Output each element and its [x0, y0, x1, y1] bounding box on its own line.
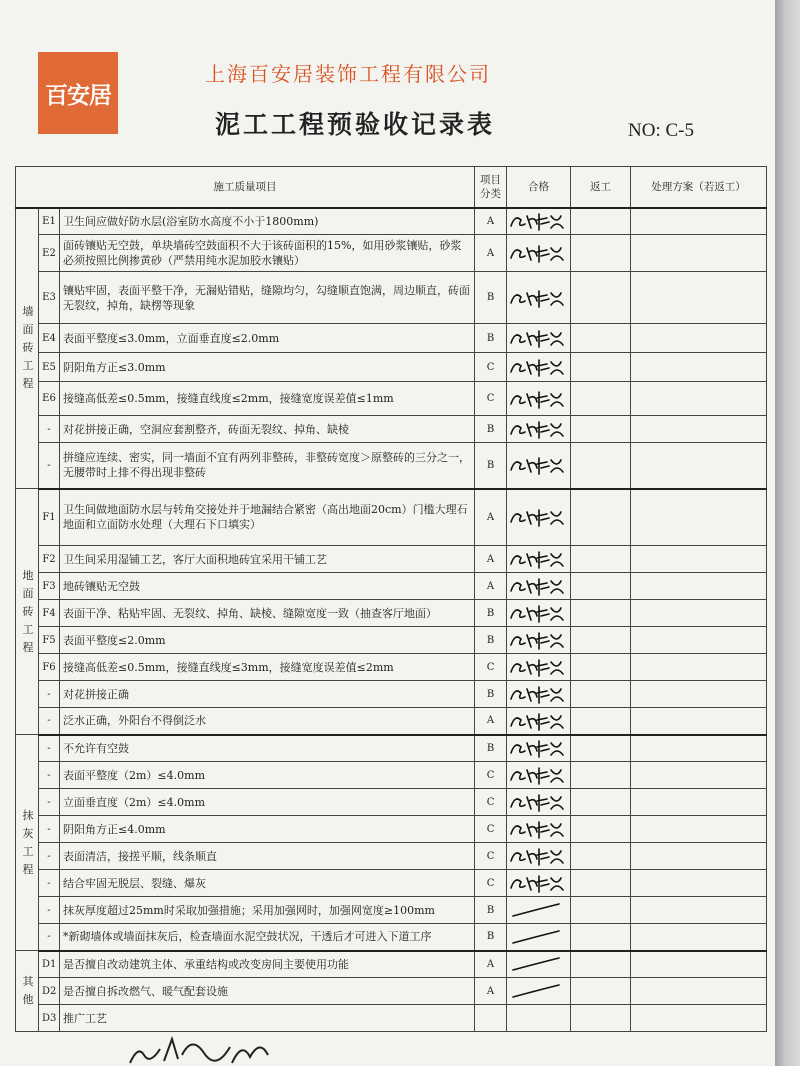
item-code: -: [39, 443, 60, 489]
acceptance-table: [15, 166, 767, 1032]
pass-cell: [507, 353, 571, 382]
item-category: [475, 1005, 507, 1032]
rework-cell: [571, 681, 631, 708]
rework-cell: [571, 843, 631, 870]
section-name: 抹灰工程: [22, 808, 34, 876]
table-row: [16, 324, 767, 353]
resolution-cell: [631, 1005, 767, 1032]
item-text: 卫生间做地面防水层与转角交接处并于地漏结合紧密（高出地面20cm）门槛大理石地面和立面防水处理（大理石下口填实）: [60, 489, 475, 546]
item-category: B: [475, 443, 507, 489]
resolution-cell: [631, 654, 767, 681]
item-text: 面砖镶贴无空鼓，单块墙砖空鼓面积不大于该砖面积的15%，如用砂浆镶贴，砂浆必须按照比例掺黄砂（严禁用纯水泥加胶水镶贴）: [60, 235, 475, 272]
item-category: A: [475, 708, 507, 735]
pass-cell: [507, 681, 571, 708]
pass-cell: [507, 843, 571, 870]
pass-handwriting: [507, 418, 565, 440]
pass-handwriting: [507, 548, 565, 570]
dash-mark: [507, 981, 565, 1001]
item-category: C: [475, 762, 507, 789]
col-pass: 合格: [507, 167, 571, 208]
header-row: [16, 167, 767, 208]
pass-cell: [507, 208, 571, 235]
resolution-cell: [631, 816, 767, 843]
pass-handwriting: [507, 575, 565, 597]
company-logo: [38, 52, 118, 134]
item-code: -: [39, 843, 60, 870]
rework-cell: [571, 416, 631, 443]
table-row: [16, 681, 767, 708]
table-row: [16, 416, 767, 443]
company-name: 上海百安居装饰工程有限公司: [205, 62, 491, 86]
item-code: -: [39, 870, 60, 897]
table-row: [16, 208, 767, 235]
item-category: A: [475, 235, 507, 272]
rework-cell: [571, 573, 631, 600]
rework-cell: [571, 816, 631, 843]
item-category: A: [475, 489, 507, 546]
table-row: [16, 735, 767, 762]
item-category: C: [475, 654, 507, 681]
resolution-cell: [631, 762, 767, 789]
section-name: 地面砖工程: [22, 568, 34, 654]
item-code: E1: [39, 208, 60, 235]
pass-handwriting: [507, 737, 565, 759]
pass-handwriting: [507, 327, 565, 349]
item-text: 拼缝应连续、密实，同一墙面不宜有两列非整砖，非整砖宽度＞原整砖的三分之一，无腰带时上排不得出现非整砖: [60, 443, 475, 489]
item-text: 卫生间采用湿铺工艺，客厅大面积地砖宜采用干铺工艺: [60, 546, 475, 573]
section-label: [16, 951, 39, 1032]
resolution-cell: [631, 600, 767, 627]
pass-cell: [507, 600, 571, 627]
resolution-cell: [631, 708, 767, 735]
pass-cell: [507, 762, 571, 789]
item-text: 卫生间应做好防水层(浴室防水高度不小于1800mm): [60, 208, 475, 235]
table-row: [16, 870, 767, 897]
pass-cell: [507, 708, 571, 735]
item-category: A: [475, 978, 507, 1005]
item-code: D1: [39, 951, 60, 978]
page-edge: [775, 0, 800, 1066]
item-code: F6: [39, 654, 60, 681]
rework-cell: [571, 208, 631, 235]
pass-handwriting: [507, 791, 565, 813]
col-category: 项目分类: [475, 167, 507, 208]
item-text: 结合牢固无脱层、裂缝、爆灰: [60, 870, 475, 897]
resolution-cell: [631, 681, 767, 708]
item-text: 表面平整度（2m）≤4.0mm: [60, 762, 475, 789]
pass-handwriting: [507, 872, 565, 894]
table-row: [16, 443, 767, 489]
resolution-cell: [631, 489, 767, 546]
table-row: [16, 708, 767, 735]
dash-mark: [507, 927, 565, 947]
pass-handwriting: [507, 818, 565, 840]
item-code: D3: [39, 1005, 60, 1032]
pass-handwriting: [507, 710, 565, 732]
pass-cell: [507, 1005, 571, 1032]
item-code: -: [39, 789, 60, 816]
item-code: -: [39, 735, 60, 762]
table-row: [16, 789, 767, 816]
item-category: C: [475, 843, 507, 870]
item-text: 地砖镶贴无空鼓: [60, 573, 475, 600]
item-category: C: [475, 382, 507, 416]
item-code: F4: [39, 600, 60, 627]
section-label: [16, 735, 39, 951]
rework-cell: [571, 762, 631, 789]
col-quality-item: 施工质量项目: [16, 167, 475, 208]
pass-cell: [507, 272, 571, 324]
pass-handwriting: [507, 356, 565, 378]
pass-cell: [507, 978, 571, 1005]
item-text: 接缝高低差≤0.5mm，接缝直线度≤2mm，接缝宽度误差值≤1mm: [60, 382, 475, 416]
dash-mark: [507, 954, 565, 974]
pass-cell: [507, 924, 571, 951]
resolution-cell: [631, 573, 767, 600]
rework-cell: [571, 870, 631, 897]
item-category: C: [475, 789, 507, 816]
inspector-signature: [120, 1025, 280, 1065]
pass-cell: [507, 870, 571, 897]
table-row: [16, 978, 767, 1005]
table-row: [16, 627, 767, 654]
item-category: B: [475, 272, 507, 324]
resolution-cell: [631, 546, 767, 573]
table-row: [16, 546, 767, 573]
item-text: 抹灰厚度超过25mm时采取加强措施；采用加强网时，加强网宽度≥100mm: [60, 897, 475, 924]
pass-cell: [507, 489, 571, 546]
item-text: 镶贴牢固，表面平整干净，无漏贴错贴，缝隙均匀，勾缝顺直饱满，周边顺直，砖面无裂纹，掉角，缺楞等现象: [60, 272, 475, 324]
item-category: A: [475, 546, 507, 573]
item-category: C: [475, 870, 507, 897]
item-text: 阴阳角方正≤4.0mm: [60, 816, 475, 843]
item-code: F5: [39, 627, 60, 654]
pass-cell: [507, 546, 571, 573]
item-code: -: [39, 681, 60, 708]
pass-handwriting: [507, 388, 565, 410]
item-code: E2: [39, 235, 60, 272]
table-row: [16, 924, 767, 951]
rework-cell: [571, 1005, 631, 1032]
pass-cell: [507, 235, 571, 272]
item-code: -: [39, 897, 60, 924]
pass-handwriting: [507, 629, 565, 651]
pass-cell: [507, 654, 571, 681]
item-text: 泛水正确，外阳台不得倒泛水: [60, 708, 475, 735]
section-label: [16, 489, 39, 735]
section-name: 墙面砖工程: [22, 305, 34, 391]
rework-cell: [571, 708, 631, 735]
resolution-cell: [631, 208, 767, 235]
item-category: B: [475, 324, 507, 353]
item-text: 对花拼接正确，空洞应套割整齐，砖面无裂纹、掉角、缺棱: [60, 416, 475, 443]
item-category: A: [475, 208, 507, 235]
item-category: C: [475, 816, 507, 843]
resolution-cell: [631, 870, 767, 897]
pass-cell: [507, 897, 571, 924]
dash-mark: [507, 900, 565, 920]
resolution-cell: [631, 897, 767, 924]
pass-handwriting: [507, 454, 565, 476]
rework-cell: [571, 789, 631, 816]
rework-cell: [571, 489, 631, 546]
pass-handwriting: [507, 683, 565, 705]
resolution-cell: [631, 978, 767, 1005]
resolution-cell: [631, 324, 767, 353]
item-text: 是否擅自改动建筑主体、承重结构或改变房间主要使用功能: [60, 951, 475, 978]
resolution-cell: [631, 627, 767, 654]
item-code: -: [39, 924, 60, 951]
col-rework: 返工: [571, 167, 631, 208]
table-row: [16, 489, 767, 546]
item-code: -: [39, 816, 60, 843]
resolution-cell: [631, 272, 767, 324]
item-code: -: [39, 762, 60, 789]
item-code: -: [39, 416, 60, 443]
resolution-cell: [631, 235, 767, 272]
item-category: B: [475, 681, 507, 708]
item-text: 表面干净、粘贴牢固、无裂纹、掉角、缺棱、缝隙宽度一致（抽查客厅地面）: [60, 600, 475, 627]
item-text: 对花拼接正确: [60, 681, 475, 708]
item-text: 表面平整度≤2.0mm: [60, 627, 475, 654]
rework-cell: [571, 546, 631, 573]
pass-handwriting: [507, 287, 565, 309]
item-category: B: [475, 924, 507, 951]
rework-cell: [571, 924, 631, 951]
item-text: 是否擅自拆改燃气、暖气配套设施: [60, 978, 475, 1005]
resolution-cell: [631, 443, 767, 489]
resolution-cell: [631, 735, 767, 762]
table-row: [16, 654, 767, 681]
item-code: D2: [39, 978, 60, 1005]
rework-cell: [571, 627, 631, 654]
item-category: B: [475, 735, 507, 762]
item-code: F3: [39, 573, 60, 600]
section-name: 其他: [22, 975, 34, 1006]
item-code: F1: [39, 489, 60, 546]
pass-cell: [507, 789, 571, 816]
item-code: E6: [39, 382, 60, 416]
form-number: NO: C-5: [628, 120, 694, 141]
rework-cell: [571, 324, 631, 353]
item-text: 表面清洁，接搓平顺，线条顺直: [60, 843, 475, 870]
table-row: [16, 382, 767, 416]
table-row: [16, 816, 767, 843]
item-category: A: [475, 951, 507, 978]
rework-cell: [571, 382, 631, 416]
item-category: B: [475, 600, 507, 627]
item-text: *新砌墙体或墙面抹灰后，检查墙面水泥空鼓状况，干透后才可进入下道工序: [60, 924, 475, 951]
pass-handwriting: [507, 242, 565, 264]
pass-cell: [507, 382, 571, 416]
rework-cell: [571, 272, 631, 324]
pass-cell: [507, 324, 571, 353]
pass-handwriting: [507, 764, 565, 786]
item-category: B: [475, 416, 507, 443]
rework-cell: [571, 600, 631, 627]
rework-cell: [571, 897, 631, 924]
item-category: A: [475, 573, 507, 600]
rework-cell: [571, 353, 631, 382]
resolution-cell: [631, 382, 767, 416]
section-label: [16, 208, 39, 489]
table-row: [16, 600, 767, 627]
pass-handwriting: [507, 602, 565, 624]
item-text: 立面垂直度（2m）≤4.0mm: [60, 789, 475, 816]
pass-handwriting: [507, 656, 565, 678]
item-code: -: [39, 708, 60, 735]
table-row: [16, 951, 767, 978]
table-row: [16, 573, 767, 600]
pass-handwriting: [507, 506, 565, 528]
pass-cell: [507, 443, 571, 489]
pass-handwriting: [507, 210, 565, 232]
rework-cell: [571, 654, 631, 681]
pass-cell: [507, 816, 571, 843]
item-text: 阴阳角方正≤3.0mm: [60, 353, 475, 382]
pass-cell: [507, 573, 571, 600]
item-code: E3: [39, 272, 60, 324]
rework-cell: [571, 443, 631, 489]
pass-cell: [507, 627, 571, 654]
table-row: [16, 897, 767, 924]
pass-cell: [507, 735, 571, 762]
rework-cell: [571, 978, 631, 1005]
pass-cell: [507, 416, 571, 443]
rework-cell: [571, 951, 631, 978]
table-row: [16, 272, 767, 324]
item-category: B: [475, 627, 507, 654]
col-resolution: 处理方案（若返工）: [631, 167, 767, 208]
item-code: F2: [39, 546, 60, 573]
form-title: 泥工工程预验收记录表: [215, 110, 496, 139]
resolution-cell: [631, 353, 767, 382]
table-row: [16, 235, 767, 272]
resolution-cell: [631, 924, 767, 951]
item-text: 表面平整度≤3.0mm，立面垂直度≤2.0mm: [60, 324, 475, 353]
resolution-cell: [631, 843, 767, 870]
resolution-cell: [631, 951, 767, 978]
resolution-cell: [631, 416, 767, 443]
rework-cell: [571, 235, 631, 272]
item-category: B: [475, 897, 507, 924]
item-text: 接缝高低差≤0.5mm，接缝直线度≤3mm，接缝宽度误差值≤2mm: [60, 654, 475, 681]
item-category: C: [475, 353, 507, 382]
table-row: [16, 762, 767, 789]
pass-cell: [507, 951, 571, 978]
resolution-cell: [631, 789, 767, 816]
rework-cell: [571, 735, 631, 762]
item-text: 不允许有空鼓: [60, 735, 475, 762]
item-text: 推广工艺: [60, 1005, 475, 1032]
item-code: E5: [39, 353, 60, 382]
pass-handwriting: [507, 845, 565, 867]
table-row: [16, 843, 767, 870]
item-code: E4: [39, 324, 60, 353]
logo-text: 百安居: [45, 82, 111, 109]
table-row: [16, 353, 767, 382]
